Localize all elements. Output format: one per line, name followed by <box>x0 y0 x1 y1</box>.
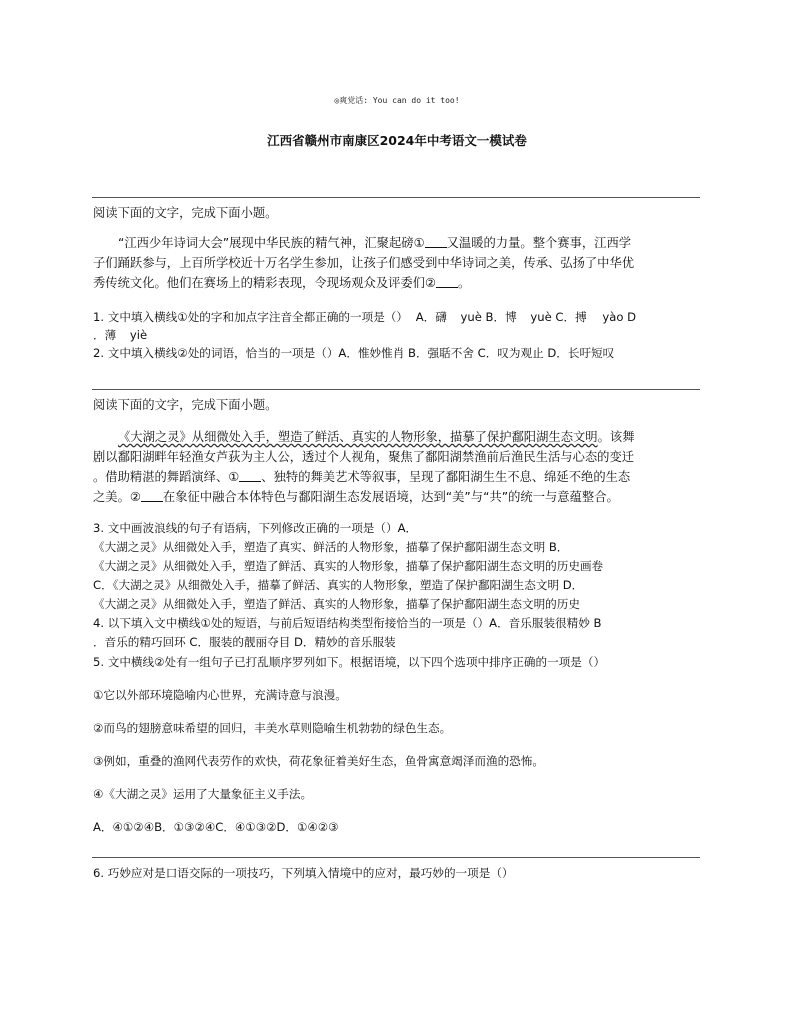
section2-instruction: 阅读下面的文字，完成下面小题。 <box>93 398 278 412</box>
passage2-text-e: 在象征中融合本体特色与鄱阳湖生态发展语境，达到“美”与“共”的统一与意蕴整合。 <box>162 490 619 504</box>
q5-item-3: ③例如，重叠的渔网代表劳作的欢快，荷花象征着美好生态，鱼骨寓意竭泽而渔的恐怖。 <box>93 754 544 768</box>
header-note: ◎爽党话: You can do it too! <box>334 96 460 105</box>
divider <box>92 857 700 858</box>
wavy-underlined-sentence: 《大湖之灵》从细微处入手，塑造了鲜活、真实的人物形象，描摹了保护鄱阳湖生态文明 <box>118 430 598 444</box>
passage1-line3 <box>93 273 470 293</box>
passage2-text-b: 。借助精湛的舞蹈演绎、① <box>93 470 240 484</box>
q1-option-d-text: ．薄 <box>93 328 117 342</box>
q5-item-2: ②而鸟的翅膀意味希望的回归，丰美水草则隐喻生机勃勃的绿色生态。 <box>93 721 452 735</box>
passage2-line2: 剧以鄱阳湖畔年轻渔女芦荻为主人公，透过个人视角，聚焦了鄱阳湖禁渔前后渔民生活与心态的变迁 <box>93 450 635 464</box>
question-1 <box>93 307 636 327</box>
q1-pinyin-c: yào <box>602 310 624 324</box>
question-3-line5: 《大湖之灵》从细微处入手，塑造了鲜活、真实的人物形象，描摹了保护鄱阳湖生态文明的历史 <box>93 597 580 611</box>
passage1-text-a: “江西少年诗词大会”展现中华民族的精气神，汇聚起磅① <box>118 236 425 250</box>
q1-pinyin-a: yuè <box>460 310 482 324</box>
blank-3 <box>239 469 261 482</box>
question-4-line2: ．音乐的精巧回环 C．服装的靓丽夺目 D．精妙的音乐服装 <box>93 635 396 649</box>
passage1-text-c: 秀传统文化。他们在赛场上的精彩表现，令现场观众及评委们② <box>93 276 437 290</box>
passage1-line1 <box>118 233 631 253</box>
q1-option-a: A．礴 <box>415 310 447 324</box>
exam-title: 江西省赣州市南康区2024年中考语文一模试卷 <box>267 133 527 148</box>
passage1-text-d: 。 <box>458 276 471 290</box>
passage2-line3 <box>93 467 630 487</box>
q1-pinyin-b: yuè <box>530 310 552 324</box>
section1-instruction: 阅读下面的文字，完成下面小题。 <box>93 206 278 220</box>
q1-option-d: D <box>627 310 637 324</box>
q1-option-b: B．博 <box>485 310 517 324</box>
q1-option-c: C．搏 <box>555 310 587 324</box>
blank-2 <box>436 275 458 288</box>
passage1-text-b: 又温暖的力量。整个赛事，江西学 <box>446 236 632 250</box>
passage2-text-a: 。该舞 <box>597 430 635 444</box>
question-6: 6. 巧妙应对是口语交际的一项技巧，下列填入情境中的应对，最巧妙的一项是（） <box>93 866 514 880</box>
passage1-line2: 子们踊跃参与，上百所学校近十万名学生参加，让孩子们感受到中华诗词之美，传承、弘扬了中华优 <box>93 256 635 270</box>
divider <box>92 197 700 198</box>
question-3-line3: 《大湖之灵》从细微处入手，塑造了鲜活、真实的人物形象，描摹了保护鄱阳湖生态文明的历史画卷 <box>93 559 604 573</box>
passage2-line4 <box>93 487 619 507</box>
passage2-text-c: 、独特的舞美艺术等叙事，呈现了鄱阳湖生生不息、绵延不绝的生态 <box>261 470 631 484</box>
q1-stem: 1. 文中填入横线①处的字和加点字注音全都正确的一项是（） <box>93 310 408 324</box>
passage2-text-d: 之美。② <box>93 490 141 504</box>
q5-options: A．④①②④B．①③②④C．④①③②D．①④②③ <box>93 820 339 834</box>
question-1-line2 <box>93 325 147 345</box>
question-2: 2. 文中填入横线②处的词语，恰当的一项是（）A．惟妙惟肖 B．强聒不舍 C．叹为观止 D．长吁短叹 <box>93 346 615 360</box>
question-3-line4: C．《大湖之灵》从细微处入手，描摹了鲜活、真实的人物形象，塑造了保护鄱阳湖生态文明 D． <box>93 578 584 592</box>
question-3-line2: 《大湖之灵》从细微处入手，塑造了真实、鲜活的人物形象，描摹了保护鄱阳湖生态文明 B． <box>93 540 569 554</box>
q1-pinyin-d: yiè <box>129 328 148 342</box>
q5-item-4: ④《大湖之灵》运用了大量象征主义手法。 <box>93 787 313 801</box>
question-4-line1: 4. 以下填入文中横线①处的短语，与前后短语结构类型衔接恰当的一项是（）A．音乐服装很精妙 B <box>93 616 602 630</box>
question-5-stem: 5. 文中横线②处有一组句子已打乱顺序罗列如下。根据语境，以下四个选项中排序正确的一项是（） <box>93 655 606 669</box>
question-3-line1: 3. 文中画波浪线的句子有语病，下列修改正确的一项是（）A． <box>93 521 418 535</box>
q5-item-1: ①它以外部环境隐喻内心世界，充满诗意与浪漫。 <box>93 688 347 702</box>
divider <box>92 389 700 390</box>
passage2-line1 <box>118 427 635 447</box>
blank-4 <box>141 489 163 502</box>
blank-1 <box>425 235 447 248</box>
